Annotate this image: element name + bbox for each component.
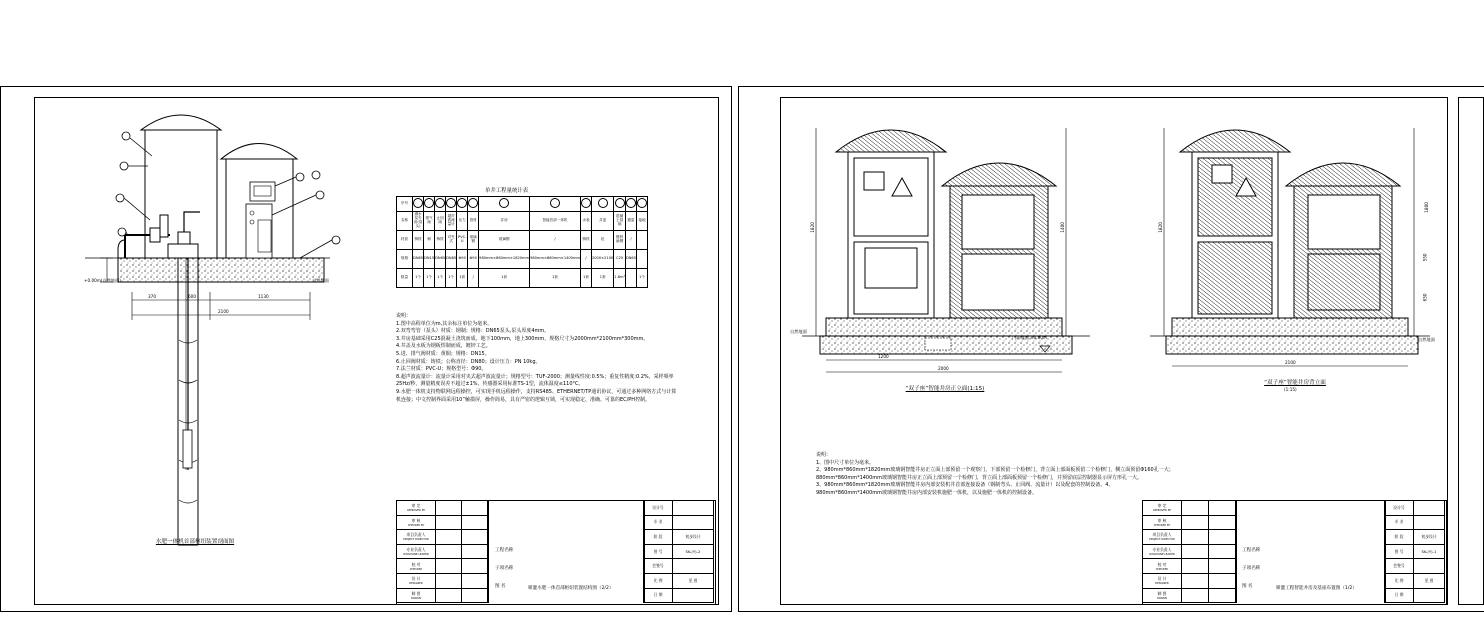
back-dim-1820: 1820 [1157,222,1163,233]
quantity-cell: 压力 [457,212,468,231]
role-cn: 专业负责人 [1152,547,1172,553]
notes-title: 说明： [396,313,412,319]
quantity-cell: 1套 [530,269,581,288]
title-block-row [1385,530,1445,545]
title-block-row [1143,501,1236,516]
quantity-row-label: 材质 [397,231,413,250]
note-line: 2、980mm*860mm*1820mm玻璃钢智能井房正立面上部预留一个观察门，下部预留一个检修门，背立面上部面板预留二个检修门，侧立面预留Φ160孔一大；880mm*860mm*1400mm玻璃钢智能井房正立面上部预留一个检修门，背立面上部面板预留一个检修门，并预留底层控制器显示屏方形孔一大。 [816,467,1174,481]
role-cn: 设 计 [1157,576,1167,582]
dim-370: 370 [148,294,156,299]
title-block-row [1143,544,1236,559]
title-block-value [1414,559,1445,574]
title-block-value: SK-(Y)-2 [673,544,714,559]
quantity-cell: 混凝土基础 [614,212,626,231]
role-en: CHECKED [1155,567,1169,571]
note-line: 3.井房基础采用C25混凝土浇筑而成，地下100mm，地上300mm，规格尺寸为2000mm*2100mm*300mm。 [396,335,649,342]
drawing-name-2: 喷灌工程智能井房及基座布置图（1/2） [1276,586,1357,591]
title-block-row [1143,588,1236,603]
note-line: 3、980mm*860mm*1820mm玻璃钢智能井房内部安装机井首部连接设备（钢制弯头、止回阀、流量计）以及配套的控制设备。4、980mm*860mm*1400mm玻璃钢智能井房内部安装机施肥一体机，以及施肥一体机的控制设备。 [816,482,1114,496]
title-block-role [1143,501,1182,516]
drawing-name-label-2: 图 名 [1242,584,1253,589]
quantity-cell: 1个 [413,269,424,288]
quantity-cell: 玻璃钢 [468,231,479,250]
notes-title-2: 说明： [816,452,832,458]
title-block-field: 设计号 [644,501,673,516]
front-elevation-caption: “双子座”智能井房正立面(1:15) [905,386,985,392]
title-block-date [1209,573,1236,588]
dim-1130: 1130 [258,294,269,299]
sub-project-label-2: 子项名称 [1242,566,1261,571]
quantity-cell: 980mm×860mm×1820mm [479,250,530,269]
title-block-role [1143,588,1182,603]
quantity-cell: 1.6m³ [614,269,626,288]
title-block-value [1414,515,1445,530]
quantity-cell: 对夹式 [446,231,457,250]
note-line: 6.止回阀材质：铸铁；公称直径：DN80；设计压力：PN 10kg。 [396,358,541,365]
front-dim-1200: 1200 [878,354,889,359]
note-line: 9.水肥一体机支持物联网远程操控，可实现手机远程操作，支持RS485、ETHERNET/TP通讯协议，可通过多种网络方式与计算机连接；中文控制界面采用10”触摸屏，操作简易，具有严密的逻辑互锁，可实现稳定、准确、可靠的EC/PH控制。 [396,388,677,403]
quantity-cell: DN15 [424,250,435,269]
title-block-role [1143,544,1182,559]
note-line: 5.进、排气阀材质：黄铜；规格：DN15。 [396,350,490,357]
title-block-field: 图 号 [1385,544,1414,559]
back-dim-550: 550 [1422,253,1428,262]
title-block-field: 日 期 [644,588,673,603]
role-en: CHECKED [409,567,423,571]
note-line: 1.图中高程单位为m,其余标注单位为毫米。 [396,320,493,327]
quantity-cell: 铸铁 [413,231,424,250]
title-block-field: 专 业 [644,515,673,530]
drawing-name-1: 喷灌水肥一体首部枢纽装置结构图（2/2） [528,586,614,591]
dim-600: 600 [188,294,196,299]
quantity-cell: 玻璃钢 [479,231,530,250]
back-dim-650: 650 [1422,293,1428,302]
title-block-date [1209,530,1236,545]
quantity-cell: 2000×2100 [591,250,613,269]
role-cn: 项目负责人 [406,532,426,538]
ground-level-label: +0.00m(自然地面) [84,278,121,283]
title-block-sign [1182,573,1209,588]
quantity-cell: Φ90 [457,250,468,269]
quantity-cell: / [580,250,591,269]
role-en: PROJECT DIRECTOR [403,538,429,542]
quantity-cell: 潜水泵专用(泵头) [413,212,424,231]
role-en: CHECKED BY [1153,523,1171,527]
title-block-role [1143,530,1182,545]
title-block-left-2 [1142,500,1236,603]
title-block-row [1385,501,1445,516]
front-dim-2000: 2000 [938,366,949,371]
quantity-cell: 1个 [637,269,648,288]
title-block-field: 设计号 [1385,501,1414,516]
quantity-cell: Φ90 [468,250,479,269]
quantity-cell: 砼 [591,231,613,250]
title-block-sign [1182,530,1209,545]
title-block-role [1143,515,1182,530]
title-block-row [1385,559,1445,574]
quantity-row-label: 序号 [397,197,413,212]
front-dim-1400: 1400 [1059,222,1065,233]
title-block-value: 初步设计 [673,530,714,545]
natural-ground-label: 自然地面 [312,278,329,283]
quantity-cell: 井盖 [591,212,613,231]
title-block-row [1385,588,1445,603]
quantity-cell: 铸铁 [435,231,446,250]
note-line: 7.法兰材质：PVC-U；规格型号：Φ90。 [396,366,487,373]
quantity-cell: 超声波流量计 [446,212,457,231]
dim-2100: 2100 [218,309,229,314]
title-block-field: 图 号 [644,544,673,559]
title-block-value: SK-(Y)-1 [1414,544,1445,559]
title-block-date [1209,588,1236,603]
title-block-field: 比 例 [644,573,673,588]
title-block-right-2 [1384,500,1445,603]
back-ground-label: 自然地面 [1418,337,1435,342]
title-block-sign [1182,544,1209,559]
title-block-field: 比 例 [1385,573,1414,588]
quantity-cell: 1个 [424,269,435,288]
role-en: CHECKED BY [407,523,425,527]
title-block-row [1143,559,1236,574]
title-block-value [1414,501,1445,516]
title-block-row [1385,573,1445,588]
quantity-cell: 1套 [591,269,613,288]
title-block-field: 阶 段 [644,530,673,545]
note-line: 2.双弯弯管（泵头）材质：钢制；规格：DN65泵头,泵头厚度4mm。 [396,328,550,335]
sheet2-notes [816,452,1176,498]
quantity-cell: C25 [614,250,626,269]
back-elevation-caption: “双子座”智能井房背立面 [1264,380,1326,386]
quantity-cell: 1套 [457,269,468,288]
role-cn: 制 图 [411,590,421,596]
quantity-cell: 镀锌扁钢 [614,231,626,250]
quantity-cell: / [625,231,636,250]
title-block-sign [1182,559,1209,574]
title-block-date [1209,544,1236,559]
role-cn: 校 对 [1157,561,1167,567]
role-en: DESIGNED [409,582,423,586]
quantity-cell: 管材 [468,212,479,231]
title-block-field: 会签号 [644,559,673,574]
quantity-cell: PVC-U [457,231,468,250]
role-en: DESIGNED [1155,582,1169,586]
role-en: PROJECT DIRECTOR [1149,538,1175,542]
role-cn: 专业负责人 [406,547,426,553]
title-block-sign [1182,501,1209,516]
title-block-date [1209,515,1236,530]
quantity-cell: DN65 [446,250,457,269]
quantity-cell: 铜 [424,231,435,250]
title-block-value: 见 图 [673,573,714,588]
note-line: 8.超声波流量计：流量计采用对夹式超声波流量计；规格型号：TUF-2000；测量线性度:0.5%；重复性精度:0.2%，采样频率25Hz/秒，测量精度误差不超过±1%，传感器采用标准TS-1型，流体温度≤110°C。 [396,373,674,388]
title-block-sign [1182,588,1209,603]
back-elevation-scale: (1:15) [1284,387,1297,392]
role-cn: 设 计 [411,576,421,582]
role-en: DISCIPLINE LEADER [403,553,429,557]
title-block-value: 见 图 [1414,573,1445,588]
role-en: APPROVED BY [406,509,426,513]
title-block-date [1209,559,1236,574]
title-block-row [1143,530,1236,545]
role-en: DISCIPLINE LEADER [1149,553,1175,557]
title-block-role [1143,559,1182,574]
quantity-cell: 止回阀 [435,212,446,231]
role-cn: 审 核 [1157,517,1167,523]
role-cn: 校 对 [411,561,421,567]
quantity-cell: DN65 [435,250,446,269]
quantity-cell: DN65 [625,250,636,269]
project-name-label-2: 工程名称 [1242,548,1261,553]
title-block-row [1385,515,1445,530]
quantity-cell: 1套 [479,269,530,288]
quantity-cell: 水表 [580,212,591,231]
title-block-value: 初步设计 [1414,530,1445,545]
front-ground-label: 自然地面 [790,329,807,334]
title-block-field: 会签号 [1385,559,1414,574]
quantity-row-label: 数量 [397,269,413,288]
quantity-cell: 980mm×860mm×1400mm [530,250,581,269]
project-name-label-1: 工程名称 [495,548,514,553]
back-dim-1800: 1800 [1423,202,1429,213]
title-block-field: 阶 段 [1385,530,1414,545]
title-block-date [1209,501,1236,516]
quantity-cell: 1个 [435,269,446,288]
quantity-cell: 1个 [446,269,457,288]
quantity-cell: / [530,231,581,250]
title-block-sign [1182,515,1209,530]
note-line: 4.井盖及水板为钢板焊制而成，镀锌工艺。 [396,343,491,350]
quantity-cell: 铸铁 [580,231,591,250]
note-line: 1、图中尺寸单位为毫米。 [816,459,875,466]
drawing-name-label-1: 图 名 [495,584,506,589]
role-en: DRAWN [1157,596,1167,600]
quantity-cell: 排气阀 [424,212,435,231]
quantity-table-title: 单井工程量统计表 [485,188,529,194]
role-en: DRAWN [411,596,421,600]
quantity-cell: 1套 [580,269,591,288]
quantity-row-label: 名称 [397,212,413,231]
title-block-field: 日 期 [1385,588,1414,603]
role-cn: 项目负责人 [1152,532,1172,538]
title-block-value [1414,588,1445,603]
quantity-cell: DN65 [413,250,424,269]
role-cn: 制 图 [1157,590,1167,596]
sub-project-label-1: 子项名称 [495,566,514,571]
title-block-role [1143,573,1182,588]
quantity-row-label: 规格 [397,250,413,269]
role-cn: 审 核 [411,517,421,523]
title-block-row [1385,544,1445,559]
quantity-cell: / [468,269,479,288]
title-block-field: 专 业 [1385,515,1414,530]
level-mark-label: 门前地面 ±0.00m [1012,335,1047,340]
quantity-cell: 智能首部一体机 [530,212,581,231]
title-block-row [1143,515,1236,530]
quantity-cell: 接地 [637,212,648,231]
quantity-cell: 井房 [479,212,530,231]
role-cn: 审 定 [1157,503,1167,509]
back-dim-2100: 2100 [1285,360,1296,365]
front-dim-1820: 1820 [809,222,815,233]
title-block-row [1143,573,1236,588]
role-cn: 审 定 [411,503,421,509]
section-drawing-title: 水肥一体机首部枢纽装置剖面图 [155,539,235,545]
role-en: APPROVED BY [1152,509,1172,513]
quantity-cell: 避雷 [625,212,636,231]
